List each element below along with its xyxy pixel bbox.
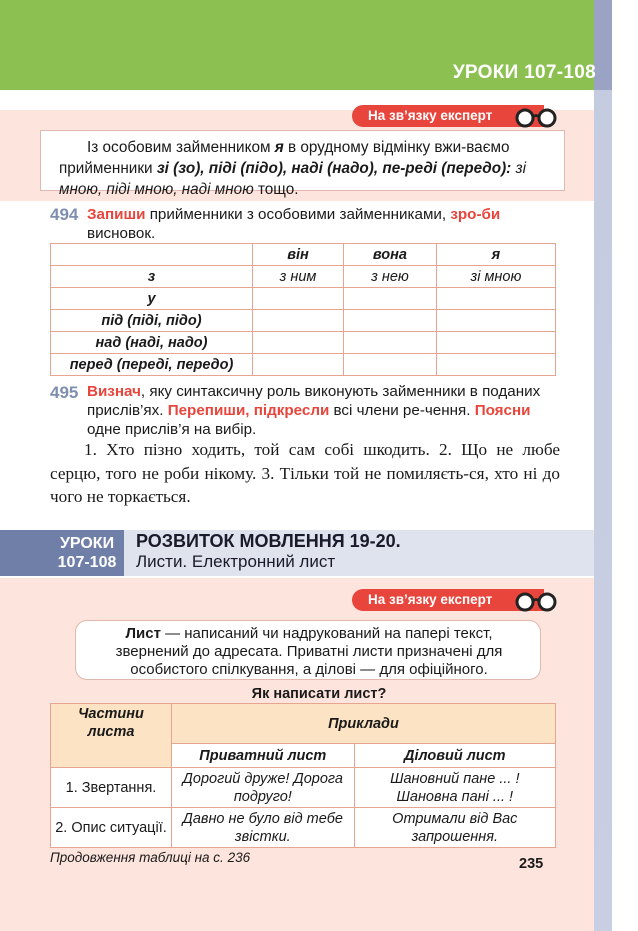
table-row: [51, 332, 556, 354]
lesson-label: [50, 530, 124, 576]
table-subheader-cell: Діловий лист: [354, 744, 555, 768]
table-row: [51, 808, 556, 848]
table-cell: [344, 310, 437, 332]
table-row: [51, 310, 556, 332]
table-row-label: перед (переді, передо): [51, 354, 253, 376]
lesson-band-strip: [0, 530, 50, 576]
table-cell: з нею: [344, 266, 437, 288]
continuation-note: Продовження таблиці на с. 236: [50, 850, 251, 865]
table-cell: [51, 244, 253, 266]
table-cell: [436, 332, 555, 354]
task-instruction: , яку синтаксичну роль виконують займенники в поданих прислів’ях.: [87, 383, 541, 419]
task-instruction: всі члени ре-чення.: [329, 402, 475, 419]
table-row-label: у: [51, 288, 253, 310]
table-row-label: під (піді, підо): [51, 310, 253, 332]
table-cell: [253, 288, 344, 310]
task-number: 494: [50, 205, 79, 224]
lesson-title: РОЗВИТОК МОВЛЕННЯ 19-20.: [136, 531, 401, 551]
page-title: УРОКИ 107-108: [452, 62, 596, 83]
table-cell: [436, 288, 555, 310]
table-cell: [253, 310, 344, 332]
table-cell: [436, 354, 555, 376]
definition-term: Лист: [125, 625, 161, 642]
table-cell: [253, 354, 344, 376]
table-header-cell: Частини листа: [51, 704, 172, 768]
table-row-label: 1. Звертання.: [51, 768, 172, 808]
task-494-text: [87, 205, 557, 243]
rule-examples: зі мною, піді мною, наді мною: [59, 160, 527, 198]
table-header-cell: я: [436, 244, 555, 266]
table-cell: [253, 332, 344, 354]
table-cell: [344, 288, 437, 310]
letter-parts-table: [50, 703, 556, 848]
proverbs-text: [50, 438, 560, 509]
glasses-icon: [514, 590, 558, 612]
table-row-label: з: [51, 266, 253, 288]
table-cell: зі мною: [436, 266, 555, 288]
lesson-label-line: УРОКИ: [59, 535, 115, 552]
task-number: 495: [50, 383, 79, 402]
table-cell: [344, 332, 437, 354]
table-cell: Давно не було від тебе звістки.: [172, 808, 355, 848]
table-row-label: над (наді, надо): [51, 332, 253, 354]
table-cell: Отримали від Вас запрошення.: [354, 808, 555, 848]
expert-tag-label: На зв’язку експерт: [368, 592, 493, 607]
table-header-row: [51, 244, 556, 266]
side-bar: [594, 0, 612, 931]
page-number: 235: [519, 856, 544, 872]
table-title: Як написати лист?: [251, 686, 387, 702]
glasses-icon: [514, 106, 558, 128]
rule-text: в орудному відмінку вжи-ваємо прийменники: [59, 139, 510, 177]
task-instruction: висновок.: [87, 225, 156, 242]
task-verb: Визнач: [87, 383, 141, 400]
table-cell: Шановний пане ... ! Шановна пані ... !: [354, 768, 555, 808]
table-header-row: [51, 704, 556, 744]
letter-definition-box: [75, 620, 541, 680]
rule-text: Із особовим займенником: [87, 139, 275, 156]
table-row: [51, 354, 556, 376]
task-instruction: прийменники з особовими займенниками,: [145, 206, 451, 223]
rule-prepositions: зі (зо), піді (підо), наді (надо), пе-реді (передо):: [156, 160, 512, 177]
task-instruction: одне прислів’я на вибір.: [87, 421, 257, 438]
table-header-cell: Приклади: [172, 704, 556, 744]
definition-text: — написаний чи надрукований на папері текст, звернений до адресата. Приватні листи призначені для особистого спілкування, а ділові — для офіційного.: [115, 625, 503, 678]
table-cell: [344, 354, 437, 376]
task-verb: Поясни: [474, 402, 531, 419]
proverbs-paragraph: 1. Хто пізно ходить, той сам собі шкодить. 2. Що не любе серцю, того не роби нікому. 3. Тільки той не помиляєть-ся, хто ні до чого не торкається.: [50, 440, 560, 506]
table-cell: [436, 310, 555, 332]
table-row-label: 2. Опис ситуації.: [51, 808, 172, 848]
lesson-label-line: 107-108: [57, 554, 117, 571]
table-row: [51, 768, 556, 808]
task-495-text: [87, 382, 559, 439]
rule-box-pronoun: [40, 130, 565, 198]
lesson-subtitle: Листи. Електронний лист: [136, 552, 336, 571]
task-verb: Запиши: [87, 206, 146, 223]
table-cell: з ним: [253, 266, 344, 288]
table-row: [51, 288, 556, 310]
task-verb: Перепиши, підкресли: [167, 402, 330, 419]
table-subheader-cell: Приватний лист: [172, 744, 355, 768]
table-header-cell: він: [253, 244, 344, 266]
table-header-cell: вона: [344, 244, 437, 266]
rule-text: тощо.: [253, 181, 299, 198]
expert-tag-label: На зв’язку експерт: [368, 108, 493, 123]
rule-pronoun: я: [274, 139, 284, 156]
task-verb: зро-би: [450, 206, 501, 223]
side-bar-top: [594, 0, 612, 90]
pronoun-table: [50, 243, 556, 376]
table-row: [51, 266, 556, 288]
table-cell: Дорогий друже! Дорога подруго!: [172, 768, 355, 808]
